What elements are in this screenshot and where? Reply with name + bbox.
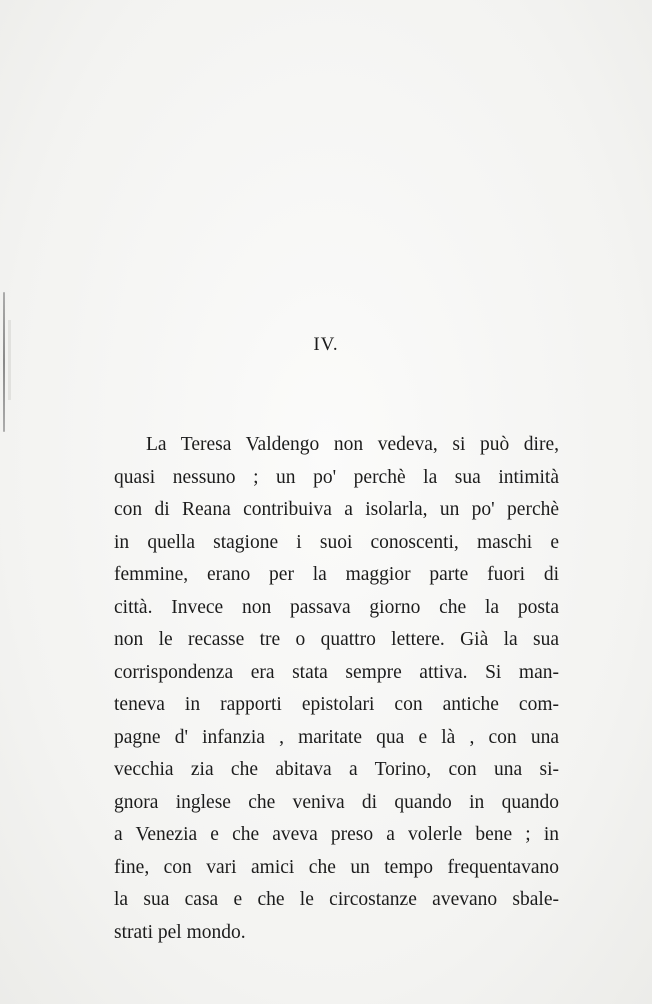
binding-edge-shadow — [8, 320, 11, 400]
text-line: la sua casa e che le circostanze avevano sbale- — [114, 889, 559, 910]
text-line: fine, con vari amici che un tempo frequentavano — [114, 856, 559, 878]
text-line: femmine, erano per la maggior parte fuori di — [114, 564, 559, 585]
text-line: città. Invece non passava giorno che la posta — [114, 596, 559, 618]
text-line: quasi nessuno ; un po' perchè la sua intimità — [114, 466, 559, 488]
text-line: gnora inglese che veniva di quando in quando — [114, 791, 559, 813]
text-line: con di Reana contribuiva a isolarla, un po' perchè — [114, 499, 559, 520]
chapter-paragraph — [114, 429, 559, 949]
chapter-heading: IV. — [313, 334, 339, 355]
text-line: La Teresa Valdengo non vedeva, si può dire, — [146, 434, 559, 455]
text-line: pagne d' infanzia , maritate qua e là , con una — [114, 726, 559, 748]
binding-edge-mark — [3, 292, 5, 432]
text-line: vecchia zia che abitava a Torino, con una si- — [114, 759, 559, 780]
text-line: in quella stagione i suoi conoscenti, maschi e — [114, 531, 559, 553]
text-line: corrispondenza era stata sempre attiva. Si man- — [114, 661, 559, 683]
text-line: non le recasse tre o quattro lettere. Già la sua — [114, 629, 559, 650]
text-line: a Venezia e che aveva preso a volerle bene ; in — [114, 824, 559, 845]
text-line: teneva in rapporti epistolari con antiche com- — [114, 694, 559, 715]
text-line: strati pel mondo. — [114, 921, 246, 943]
